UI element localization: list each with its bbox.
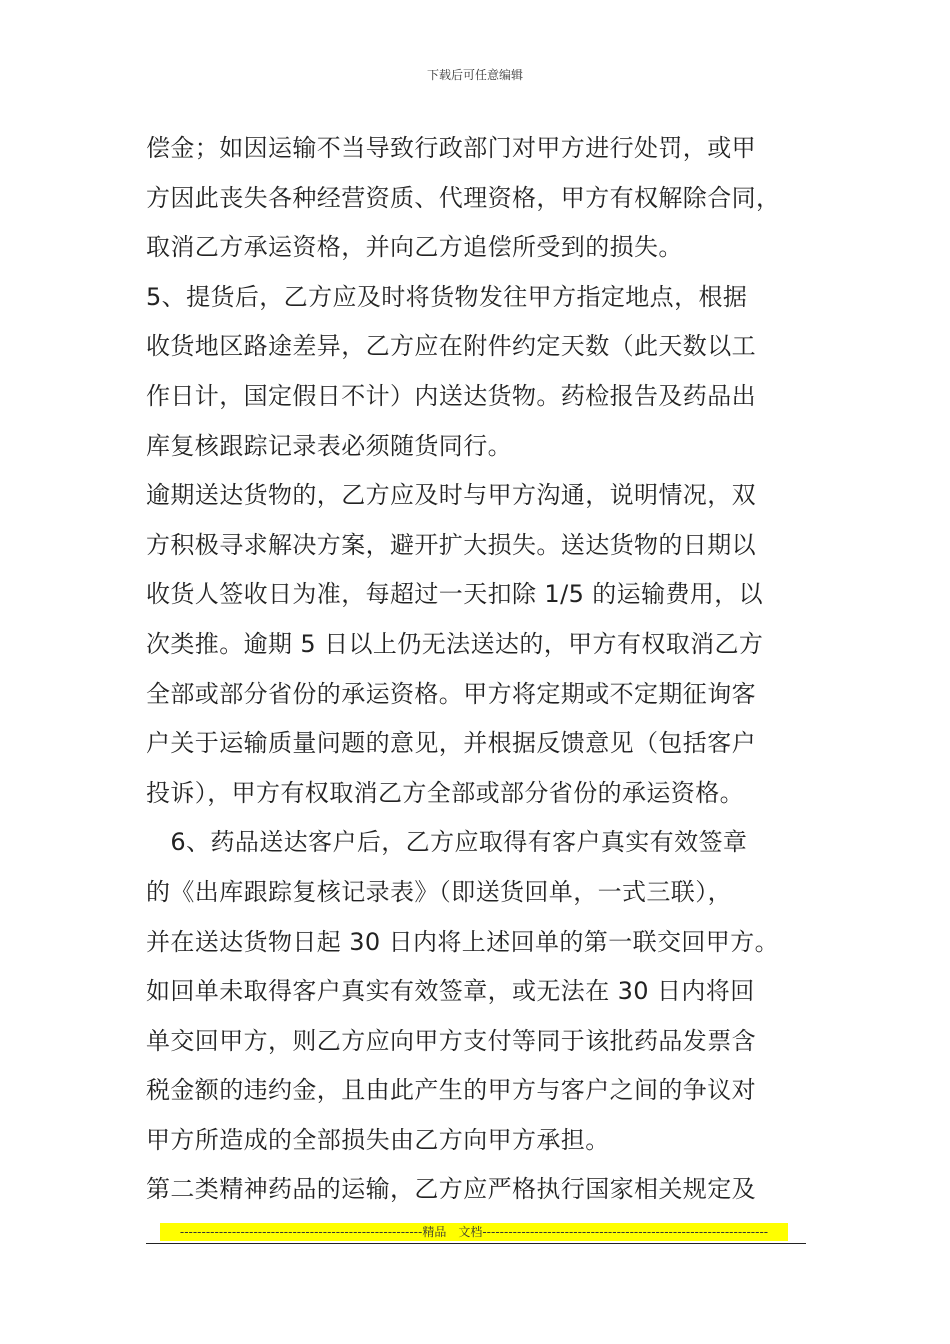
page-footer: --------------------------------------------------------精品 文档------------------------------------------------------------------ bbox=[160, 1223, 788, 1241]
document-body bbox=[146, 124, 816, 1215]
text-line: 次类推。逾期 5 日以上仍无法送达的，甲方有权取消乙方 bbox=[146, 629, 764, 658]
text-line: 税金额的违约金，且由此产生的甲方与客户之间的争议对 bbox=[146, 1076, 756, 1105]
text-line: 逾期送达货物的，乙方应及时与甲方沟通，说明情况，双 bbox=[146, 481, 756, 510]
text-line: 取消乙方承运资格，并向乙方追偿所受到的损失。 bbox=[146, 233, 683, 262]
page-header: 下载后可任意编辑 bbox=[426, 68, 523, 82]
text-line: 如回单未取得客户真实有效签章，或无法在 30 日内将回 bbox=[146, 977, 755, 1006]
text-line: 户关于运输质量问题的意见，并根据反馈意见（包括客户 bbox=[146, 729, 756, 758]
text-line: 单交回甲方，则乙方应向甲方支付等同于该批药品发票含 bbox=[146, 1026, 756, 1055]
text-line: 收货地区路途差异，乙方应在附件约定天数（此天数以工 bbox=[146, 332, 756, 361]
text-line: 方积极寻求解决方案，避开扩大损失。送达货物的日期以 bbox=[146, 530, 756, 559]
footer-divider bbox=[146, 1243, 806, 1244]
text-line: 投诉），甲方有权取消乙方全部或部分省份的承运资格。 bbox=[146, 778, 744, 807]
text-line: 的《出库跟踪复核记录表》（即送货回单，一式三联）， bbox=[146, 877, 732, 906]
text-line: 甲方所造成的全部损失由乙方向甲方承担。 bbox=[146, 1125, 610, 1154]
text-line: 第二类精神药品的运输，乙方应严格执行国家相关规定及 bbox=[146, 1175, 756, 1204]
text-line: 6、药品送达客户后，乙方应取得有客户真实有效签章 bbox=[146, 828, 748, 857]
text-line: 5、提货后，乙方应及时将货物发往甲方指定地点，根据 bbox=[146, 282, 748, 311]
text-line: 收货人签收日为准，每超过一天扣除 1/5 的运输费用，以 bbox=[146, 580, 764, 609]
text-line: 偿金；如因运输不当导致行政部门对甲方进行处罚，或甲 bbox=[146, 134, 756, 162]
text-line: 全部或部分省份的承运资格。甲方将定期或不定期征询客 bbox=[146, 679, 756, 708]
text-line: 并在送达货物日起 30 日内将上述回单的第一联交回甲方。 bbox=[146, 927, 779, 956]
text-line: 方因此丧失各种经营资质、代理资格，甲方有权解除合同， bbox=[146, 183, 781, 212]
text-line: 作日计，国定假日不计）内送达货物。药检报告及药品出 bbox=[146, 381, 756, 410]
text-line: 库复核跟踪记录表必须随货同行。 bbox=[146, 431, 512, 460]
